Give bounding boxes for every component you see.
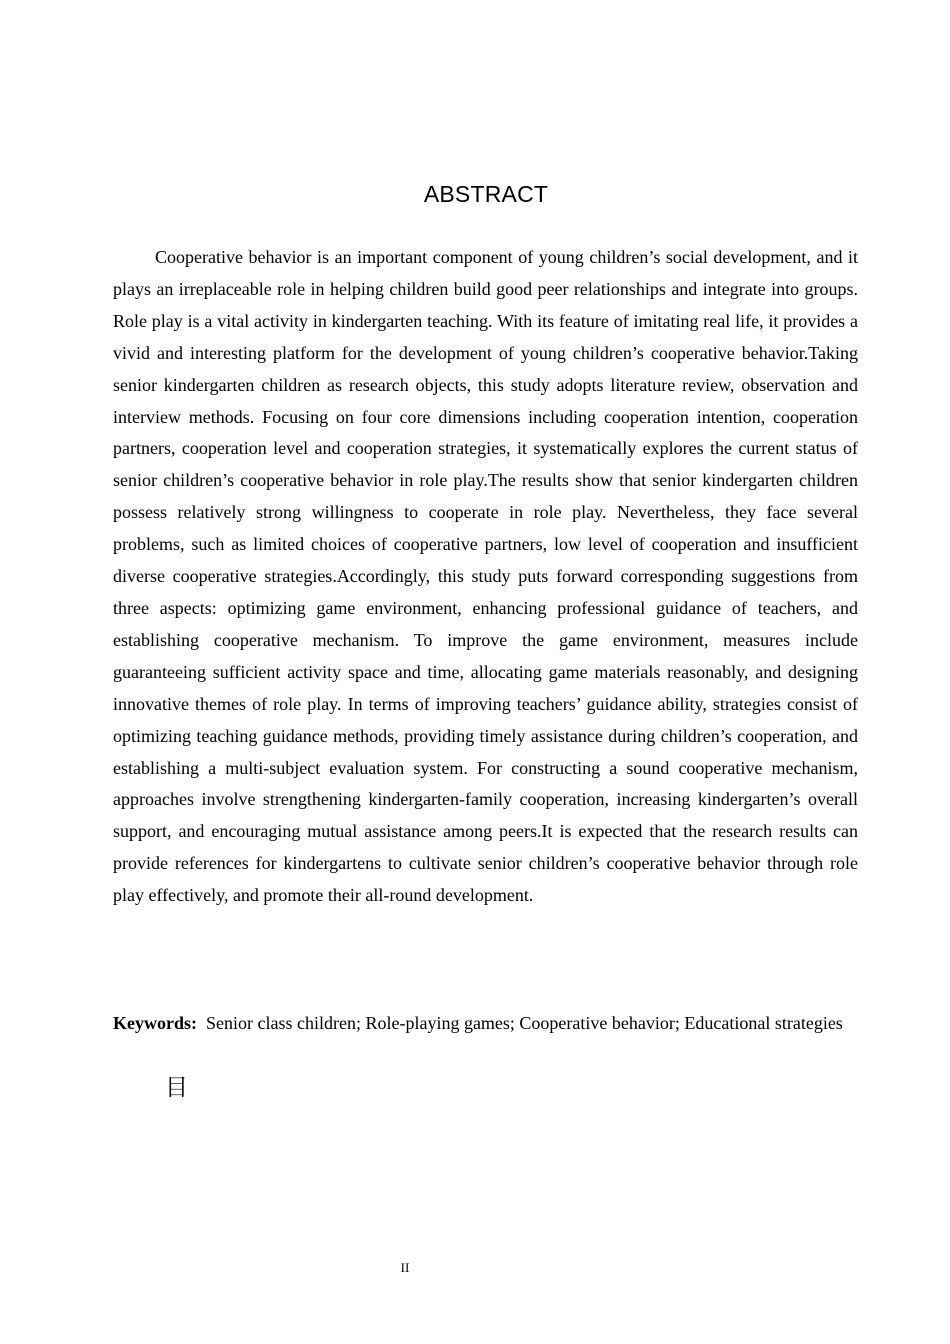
keywords-paragraph <box>113 1008 858 1039</box>
keywords-label: Keywords: <box>113 1013 197 1033</box>
page-number: II <box>400 1260 410 1275</box>
toc-heading-fragment: 目 <box>165 1075 188 1101</box>
abstract-body: Cooperative behavior is an important component of young children’s social development, and it plays an irreplaceable role in helping children build good peer relationships and integrate into groups. Role play is a vital activity in kindergarten teaching. With its feature of imitating real life, it provides a vivid and interesting platform for the development of young children’s cooperative behavior.Taking senior kindergarten children as research objects, this study adopts literature review, observation and interview methods. Focusing on four core dimensions including cooperation intention, cooperation partners, cooperation level and cooperation strategies, it systematically explores the current status of senior children’s cooperative behavior in role play.The results show that senior kindergarten children possess relatively strong willingness to cooperate in role play. Nevertheless, they face several problems, such as limited choices of cooperative partners, low level of cooperation and insufficient diverse cooperative strategies.Accordingly, this study puts forward corresponding suggestions from three aspects: optimizing game environment, enhancing professional guidance of teachers, and establishing cooperative mechanism. To improve the game environment, measures include guaranteeing sufficient activity space and time, allocating game materials reasonably, and designing innovative themes of role play. In terms of improving teachers’ guidance ability, strategies consist of optimizing teaching guidance methods, providing timely assistance during children’s cooperation, and establishing a multi-subject evaluation system. For constructing a sound cooperative mechanism, approaches involve strengthening kindergarten-family cooperation, increasing kindergarten’s overall support, and encouraging mutual assistance among peers.It is expected that the research results can provide references for kindergartens to cultivate senior children’s cooperative behavior through role play effectively, and promote their all-round development. <box>113 247 858 906</box>
abstract-title: ABSTRACT <box>423 181 549 207</box>
keywords-text: Senior class children; Role-playing games; Cooperative behavior; Educational strategies <box>206 1013 843 1033</box>
